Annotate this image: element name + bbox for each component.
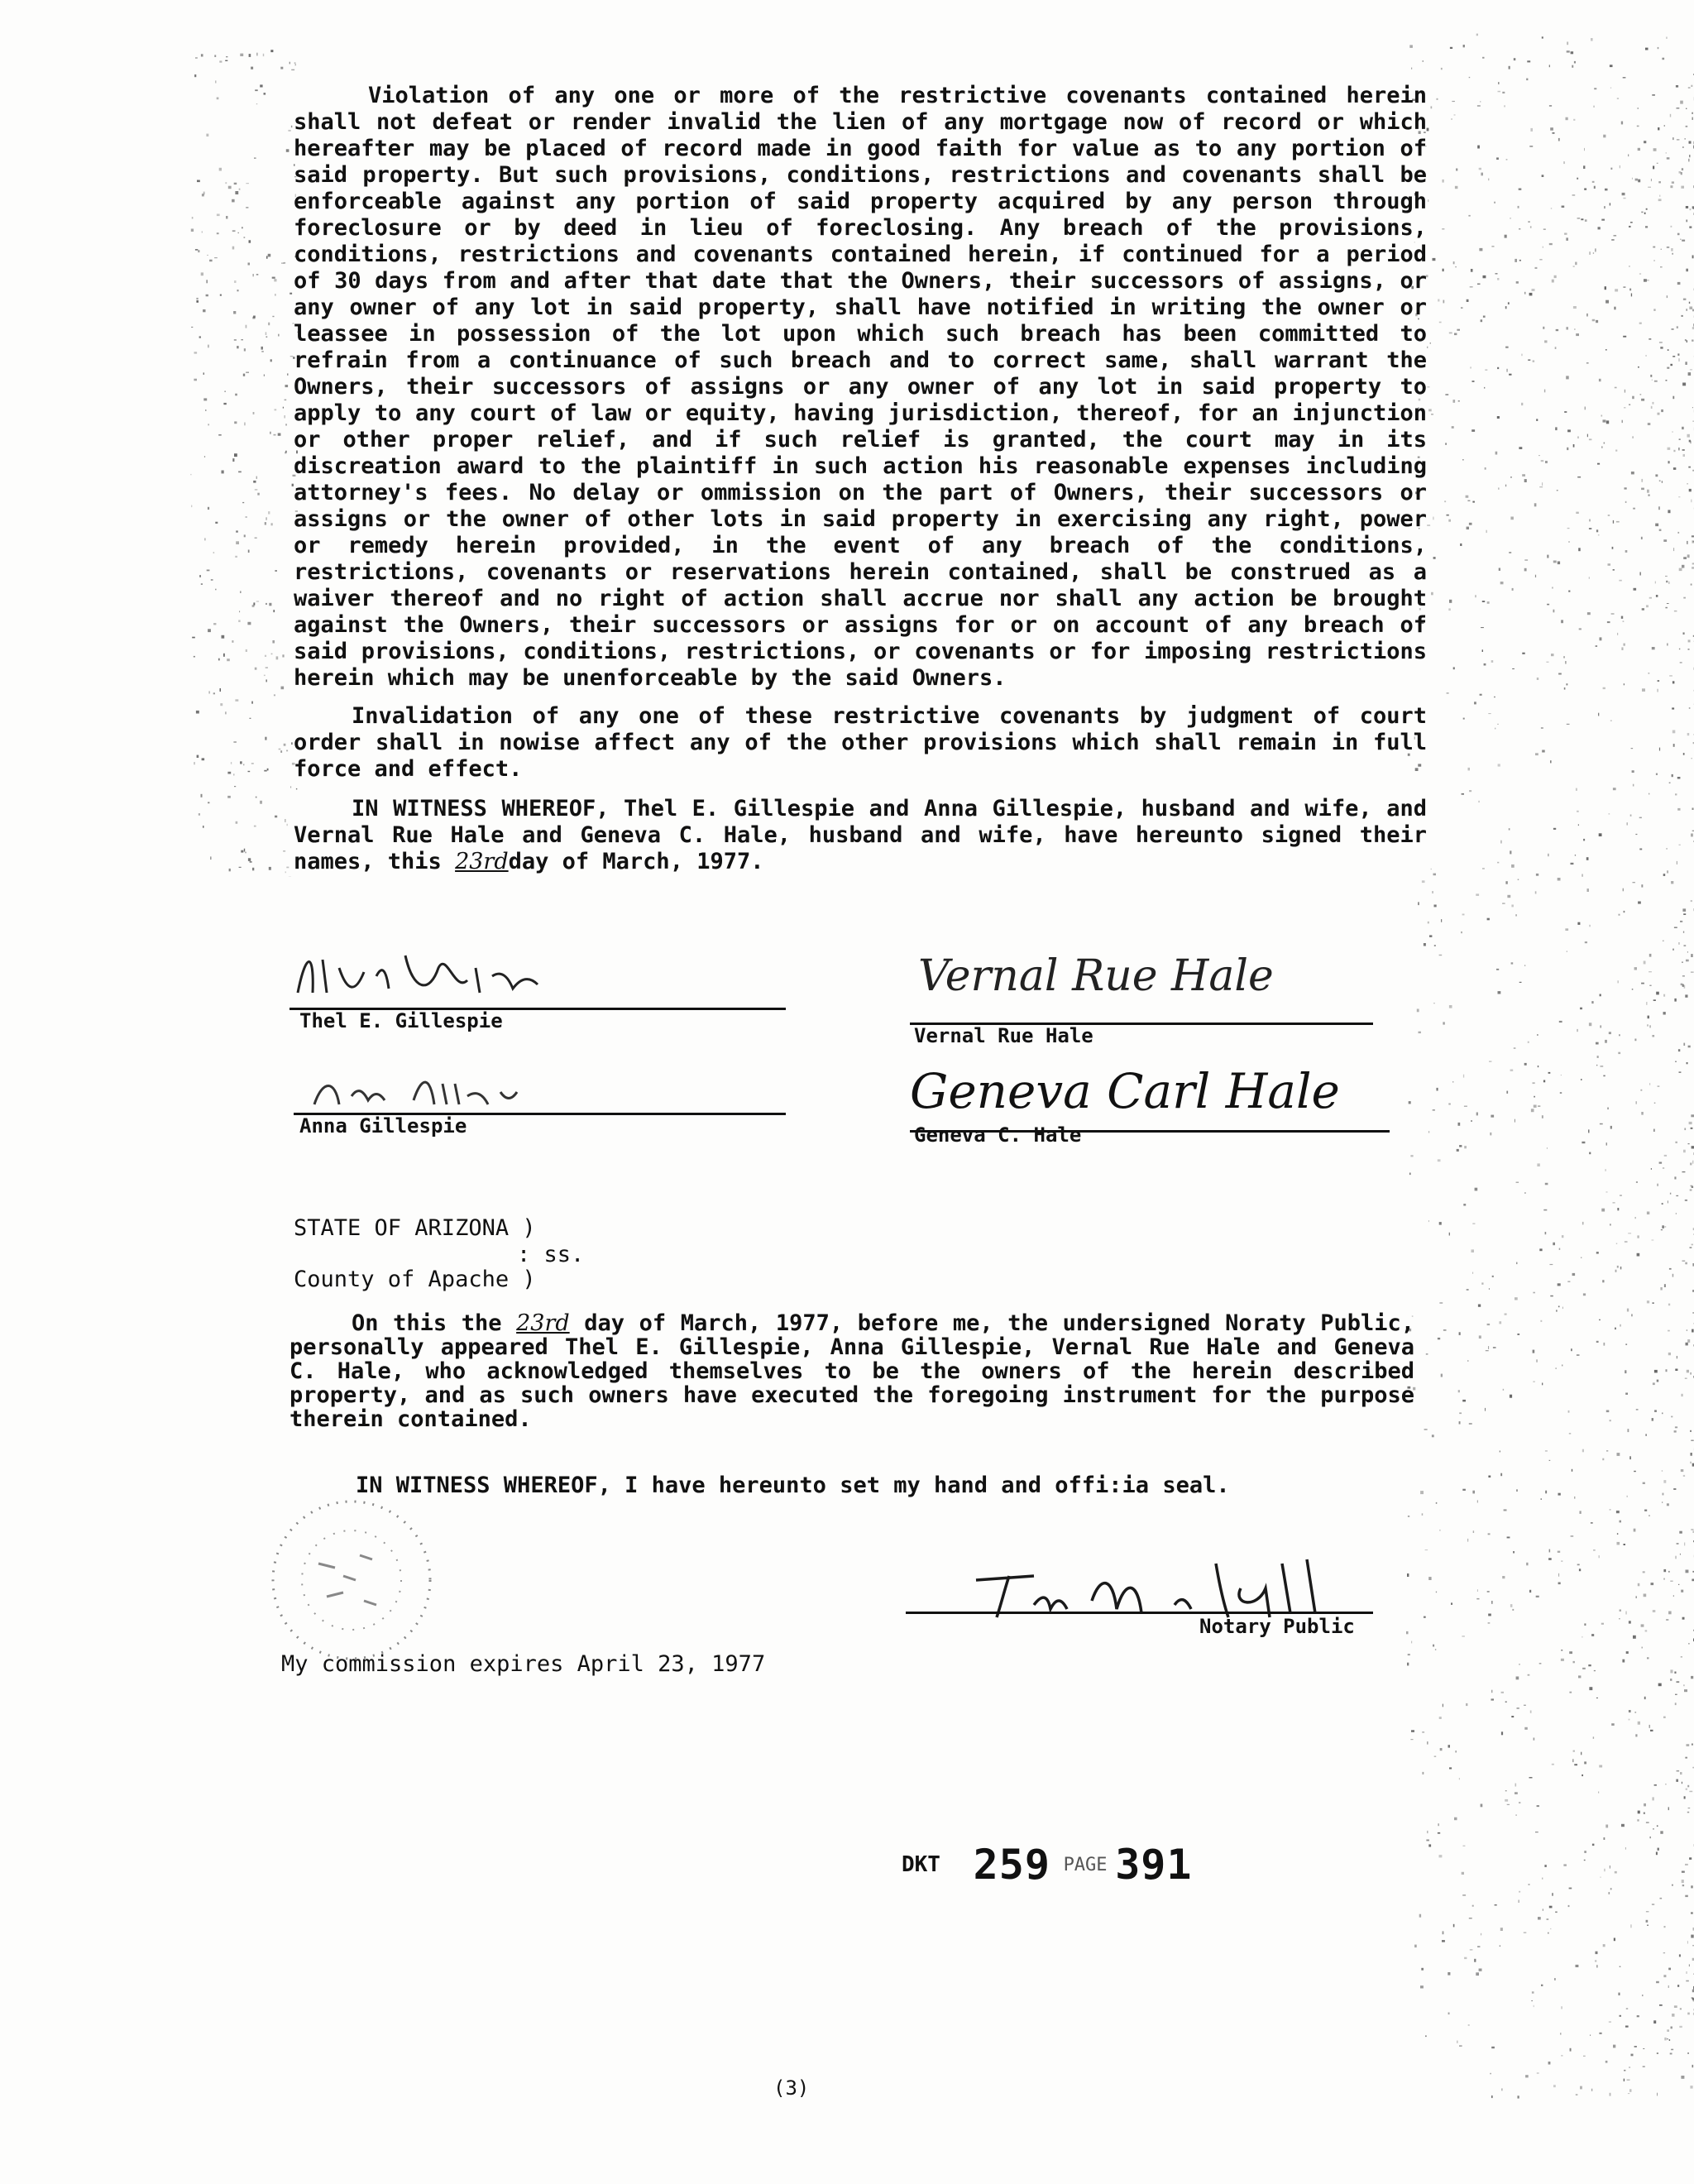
docket-page-label: PAGE [1063, 1854, 1108, 1875]
docket-page: 391 [1115, 1841, 1193, 1889]
witness-paragraph [294, 796, 1427, 875]
signature-vernal-hale: Vernal Rue Hale [918, 951, 1274, 1001]
docket-label: DKT [902, 1852, 940, 1877]
docket-book: 259 [973, 1841, 1050, 1889]
notary-paragraph [290, 1311, 1414, 1431]
page-number: (3) [773, 2076, 810, 2100]
notary-day-handwritten: 23rd [516, 1310, 570, 1336]
violation-paragraph: Violation of any one or more of the restrictive covenants contained herein shall not defeat or render invalid the lien of any mortgage now of record or which hereafter may be placed of record made in good faith for value as to any portion of said property. But such provisions, conditions, restrictions and covenants shall be enforceable against any portion of said property acquired by any person through foreclosure or by deed in lieu of foreclosing. Any breach of the provisions, conditions, restrictions and covenants contained herein, if continued for a period of 30 days from and after that date that the Owners, their successors of assigns, or any owner of any lot in said property, shall have notified in writing the owner or leassee in possession of the lot upon which such breach has been committed to refrain from a continuance of such breach and to correct same, shall warrant the Owners, their successors of assigns or any owner of any lot in said property to apply to any court of law or equity, having jurisdiction, thereof, for an injunction or other proper relief, and if such relief is granted, the court may in its discreation award to the plaintiff in such action his reasonable expenses including attorney's fees. No delay or ommission on the part of Owners, their successors or assigns or the owner of other lots in said property in exercising any right, power or remedy herein provided, in the event of any breach of the conditions, restrictions, covenants or reservations herein contained, shall be construed as a waiver thereof and no right of action shall accrue nor shall any action be brought against the Owners, their successors or assigns for or on account of any breach of said provisions, conditions, restrictions, or covenants or for imposing restrictions herein which may be unenforceable by the said Owners. [294, 83, 1427, 691]
notary-text-before: On this the [352, 1310, 517, 1336]
state-line: STATE OF ARIZONA ) [294, 1215, 536, 1241]
scan-speckle-left [190, 50, 298, 877]
commission-line: My commission expires April 23, 1977 [281, 1651, 766, 1677]
notary-public-label: Notary Public [1199, 1615, 1355, 1638]
scan-speckle-right [1406, 33, 1694, 2101]
signature-anna-gillespie [306, 1067, 554, 1117]
notary-signature-line [906, 1612, 1373, 1614]
notary-text-after: day of March, 1977, before me, the undersigned Noraty Public, personally appeared Thel E. Gillespie, Anna Gillespie, Vernal Rue Hale and Geneva C. Hale, who acknowledged themselves to be the owners of the herein described property, and as such owners have executed the foregoing instrument for the purpose therein contained. [290, 1310, 1414, 1432]
witness-day-handwritten: 23rd [455, 849, 509, 874]
notary-witness-line: IN WITNESS WHEREOF, I have hereunto set my hand and offi:ia seal. [356, 1473, 1230, 1498]
witness-text-after: day of March, 1977. [508, 849, 764, 874]
docket-stamp [902, 1841, 1193, 1889]
county-line: County of Apache ) [294, 1267, 536, 1292]
signature-label-thel: Thel E. Gillespie [299, 1009, 503, 1032]
signature-label-vernal: Vernal Rue Hale [914, 1024, 1093, 1047]
signature-label-geneva: Geneva C. Hale [914, 1123, 1082, 1147]
signature-geneva-hale: Geneva Carl Hale [910, 1063, 1340, 1119]
ss-line: : ss. [517, 1242, 585, 1267]
witness-text-before: IN WITNESS WHEREOF, Thel E. Gillespie and Anna Gillespie, husband and wife, and Vernal Rue Hale and Geneva C. Hale, husband and wife, have hereunto signed their names, this [294, 796, 1427, 874]
invalidation-paragraph: Invalidation of any one of these restrictive covenants by judgment of court order shall in nowise affect any of the other provisions which shall remain in full force and effect. [294, 703, 1427, 782]
signature-thel-gillespie [290, 943, 554, 1009]
signature-label-anna: Anna Gillespie [299, 1114, 467, 1138]
